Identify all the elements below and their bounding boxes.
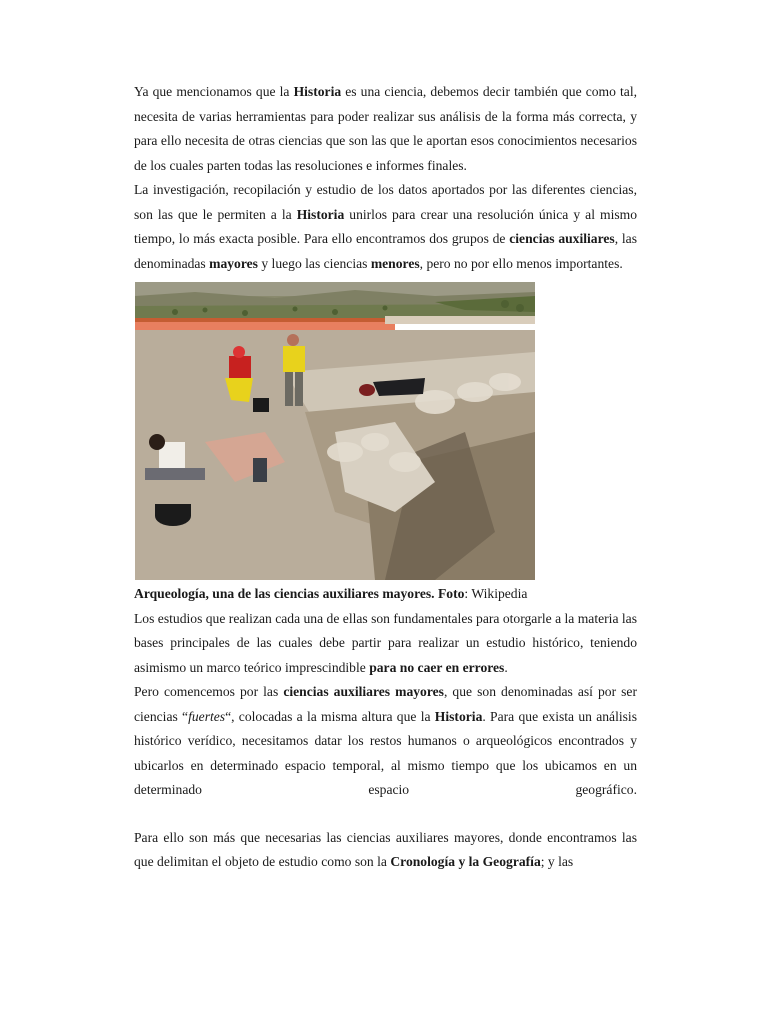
figure-caption-bold: Arqueología, una de las ciencias auxiliares mayores. Foto <box>134 586 465 601</box>
bold-term: ciencias auxiliares <box>509 231 615 246</box>
bold-term: mayores <box>209 255 258 271</box>
paragraph <box>134 826 637 875</box>
bold-term: ciencias auxiliares mayores <box>283 684 444 699</box>
intro-paragraphs <box>134 80 637 276</box>
paragraph <box>134 178 637 276</box>
text-run: “, colocadas a la misma altura que la <box>225 708 435 724</box>
excavation-photo <box>135 282 535 580</box>
paragraph <box>134 607 637 681</box>
body-paragraphs <box>134 607 637 875</box>
paragraph <box>134 680 637 803</box>
text-run: es una ciencia, debemos decir también que como tal, necesita de varias herramientas para poder realizar sus análisis de la forma más correcta, y para ello necesita de otras ciencias que son las que le aportan esos conocimientos necesarios de los cuales parten todas las resoluciones e informes finales. <box>134 84 637 173</box>
text-run: Ya que mencionamos que la <box>134 84 294 99</box>
figure-caption <box>134 582 637 607</box>
text-run: Pero comencemos por las <box>134 684 284 699</box>
paragraph <box>134 80 637 178</box>
text-run: , pero no por ello menos importantes. <box>419 255 623 271</box>
bold-term: menores <box>370 255 420 271</box>
text-run: Los estudios que realizan cada una de ellas son fundamentales para otorgarle a la materia las bases principales de las cuales debe partir para realizar un estudio histórico, teniendo asimismo un marco teórico imprescindible <box>134 610 637 675</box>
italic-term: fuertes <box>188 708 226 724</box>
bold-term: Historia <box>293 84 342 99</box>
text-run: , las denominadas <box>134 231 638 271</box>
text-run: , que son denominadas así por ser ciencias “ <box>134 684 637 724</box>
bold-term: Historia <box>296 206 345 222</box>
text-run: . <box>504 659 508 675</box>
text-run: . Para que exista un análisis histórico verídico, necesitamos datar los restos humanos o arqueológicos encontrados y ubicarlos en determinado espacio temporal, al mismo tiempo que los ubicamos en un determinado espacio geográfico. <box>134 708 638 797</box>
text-run: ; y las <box>540 854 574 869</box>
paragraph-spacer <box>134 803 637 826</box>
text-run: La investigación, recopilación y estudio de los datos aportados por las diferentes ciencias, son las que le permiten a la <box>134 182 637 222</box>
bold-term: Historia <box>434 708 483 724</box>
text-run: y luego las ciencias <box>257 255 371 271</box>
document-page <box>134 80 637 875</box>
bold-term: para no caer en errores <box>369 659 505 675</box>
text-run: Para ello son más que necesarias las ciencias auxiliares mayores, donde encontramos las que delimitan el objeto de estudio como son la <box>134 829 637 869</box>
bold-term: Cronología y la Geografía <box>390 854 541 869</box>
text-run: unirlos para crear una resolución única y al mismo tiempo, lo más exacta posible. Para ello encontramos dos grupos de <box>134 206 638 246</box>
figure-caption-source: : Wikipedia <box>464 586 528 601</box>
